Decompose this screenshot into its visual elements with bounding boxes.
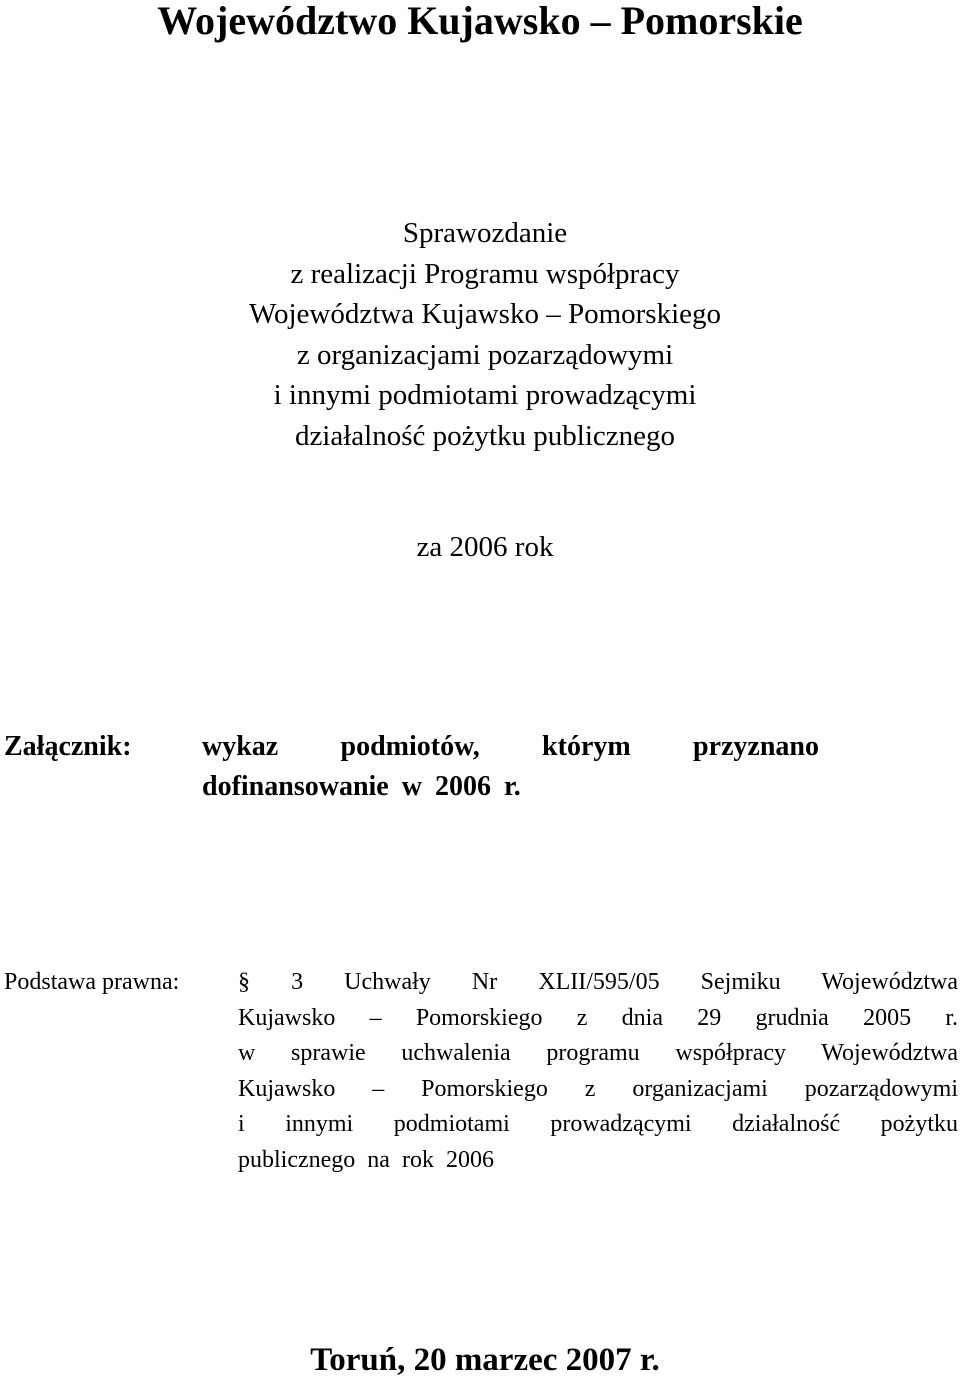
report-title-line: z realizacji Programu współpracy [290,257,680,290]
legal-basis-line: publicznego na rok 2006 [238,1146,494,1173]
legal-basis-line: i innymi podmiotami prowadzącymi działalność pożytku [238,1111,958,1137]
report-title-line: Województwa Kujawsko – Pomorskiego [248,298,722,330]
report-title-line: i innymi podmiotami prowadzącymi [273,379,697,411]
legal-basis-line: Kujawsko – Pomorskiego z dnia 29 grudnia 2005 r. [238,1004,958,1031]
report-title-line: działalność pożytku publicznego [294,419,676,452]
place-and-date: Toruń, 20 marzec 2007 r. [310,1342,660,1378]
report-title-line: z organizacjami pozarządowymi [296,338,674,371]
attachment-text-line: wykaz podmiotów, którym przyznano [202,731,819,762]
report-title-line: Sprawozdanie [402,217,568,249]
report-year: za 2006 rok [416,531,554,563]
attachment-text-line: dofinansowanie w 2006 r. [202,771,521,802]
report-title-block [0,213,960,456]
document-header-title: Województwo Kujawsko – Pomorskie [157,0,803,43]
legal-basis-line: § 3 Uchwały Nr XLII/595/05 Sejmiku Województwa [238,969,958,995]
legal-basis-label: Podstawa prawna: [4,969,180,995]
legal-basis-line: Kujawsko – Pomorskiego z organizacjami pozarządowymi [238,1075,958,1102]
legal-basis-line: w sprawie uchwalenia programu współpracy Województwa [238,1040,958,1066]
legal-basis-text [238,965,958,1178]
attachment-label: Załącznik: [4,731,132,762]
